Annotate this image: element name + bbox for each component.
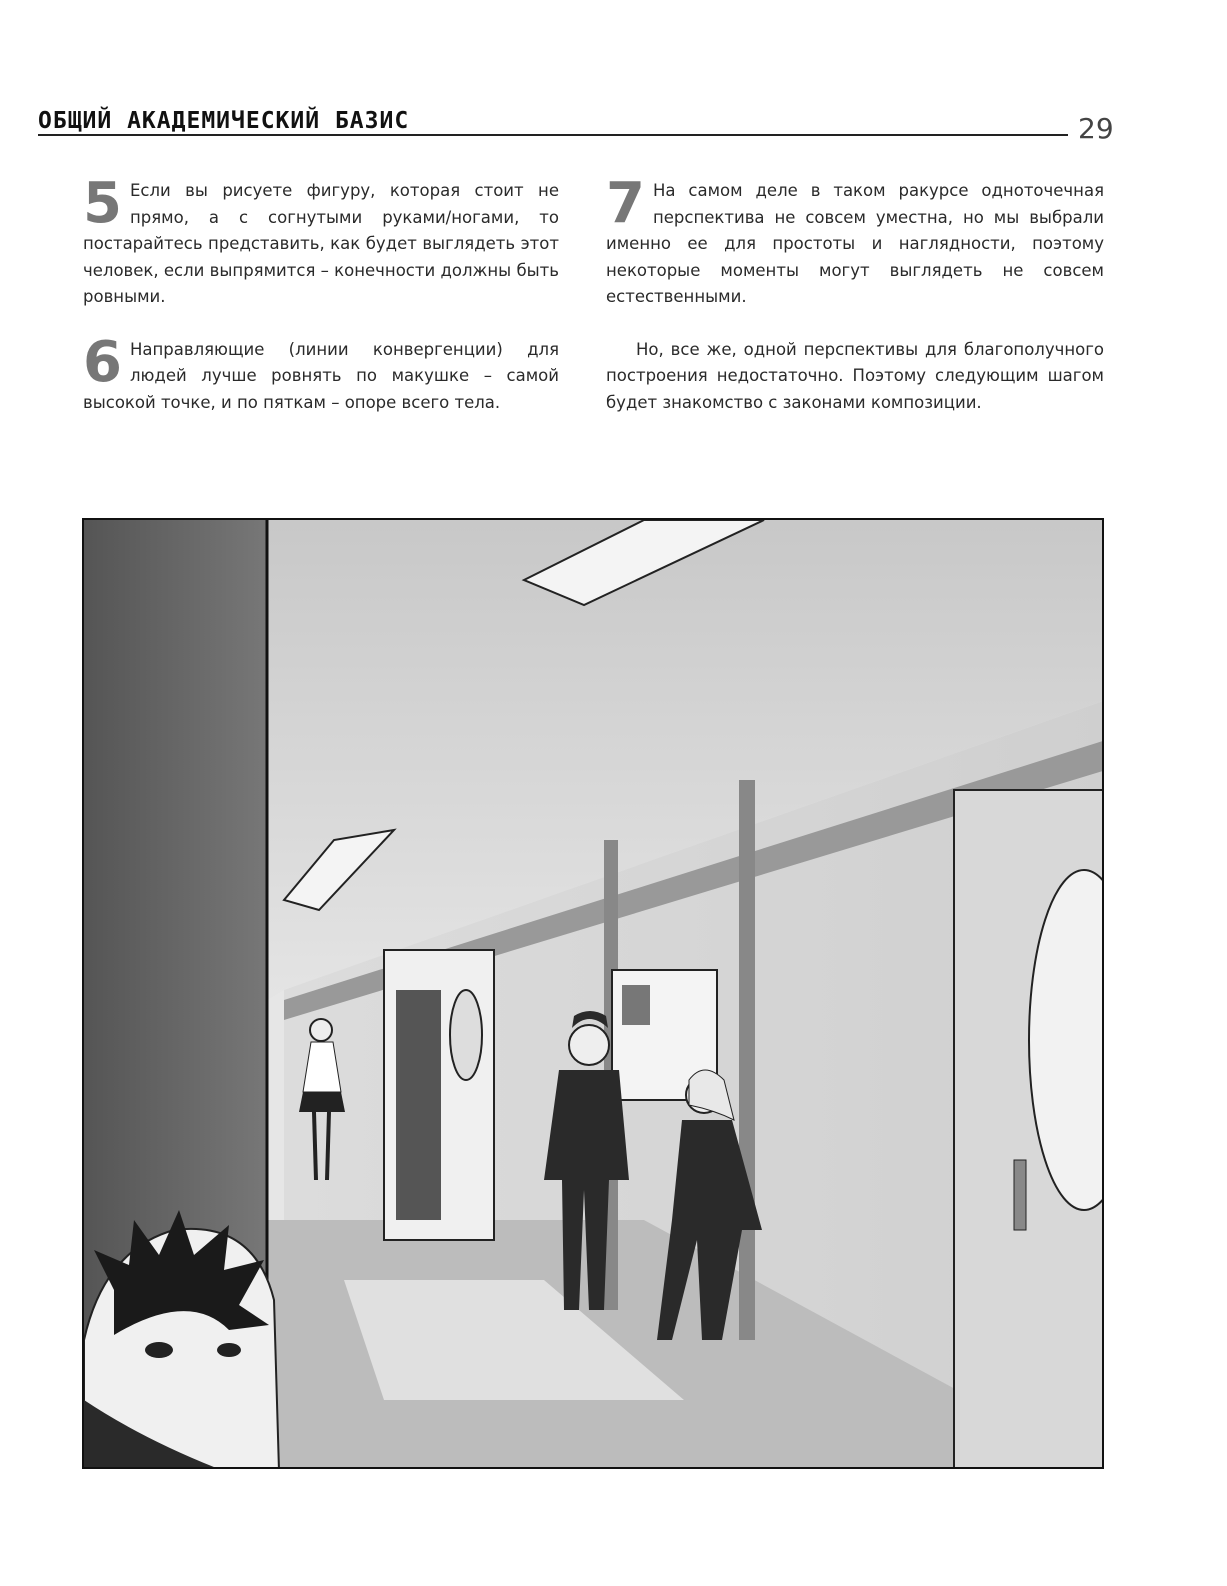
tip-7: [606, 171, 1104, 311]
tip-text: Если вы рисуете фигуру, которая стоит не прямо, а с согнутыми руками/ногами, то постарайтесь представить, как будет выглядеть этот человек, если выпрямится – конечности должны быть ровными.: [83, 181, 559, 306]
tip-text: На самом деле в таком ракурсе одноточечная перспектива не совсем уместна, но мы выбрали именно ее для простоты и наглядности, поэтому некоторые моменты могут выглядеть не совсем естественными.: [606, 181, 1104, 306]
tip-text: Направляющие (линии конвергенции) для людей лучше ровнять по макушке – самой высокой точке, и по пяткам – опоре всего тела.: [83, 339, 559, 412]
left-column: [83, 171, 559, 442]
tip-5: [83, 171, 559, 311]
page-number: 29: [1078, 112, 1114, 145]
tip-number: 6: [83, 329, 122, 395]
tip-6: [83, 329, 559, 417]
manga-corridor-illustration: [82, 518, 1104, 1469]
door-window: [396, 990, 441, 1220]
section-title: ОБЩИЙ АКАДЕМИЧЕСКИЙ БАЗИС: [38, 108, 410, 134]
corridor-drawing: [84, 520, 1104, 1469]
tip-number: 5: [83, 171, 122, 236]
wall-pillar: [739, 780, 755, 1340]
right-column: [606, 171, 1104, 442]
conclusion-paragraph: Но, все же, одной перспективы для благополучного построения недостаточно. Поэтому следующим шагом будет знакомство с законами композиции.: [606, 339, 1104, 412]
tip-number: 7: [606, 171, 645, 236]
header-rule: [38, 134, 1068, 136]
